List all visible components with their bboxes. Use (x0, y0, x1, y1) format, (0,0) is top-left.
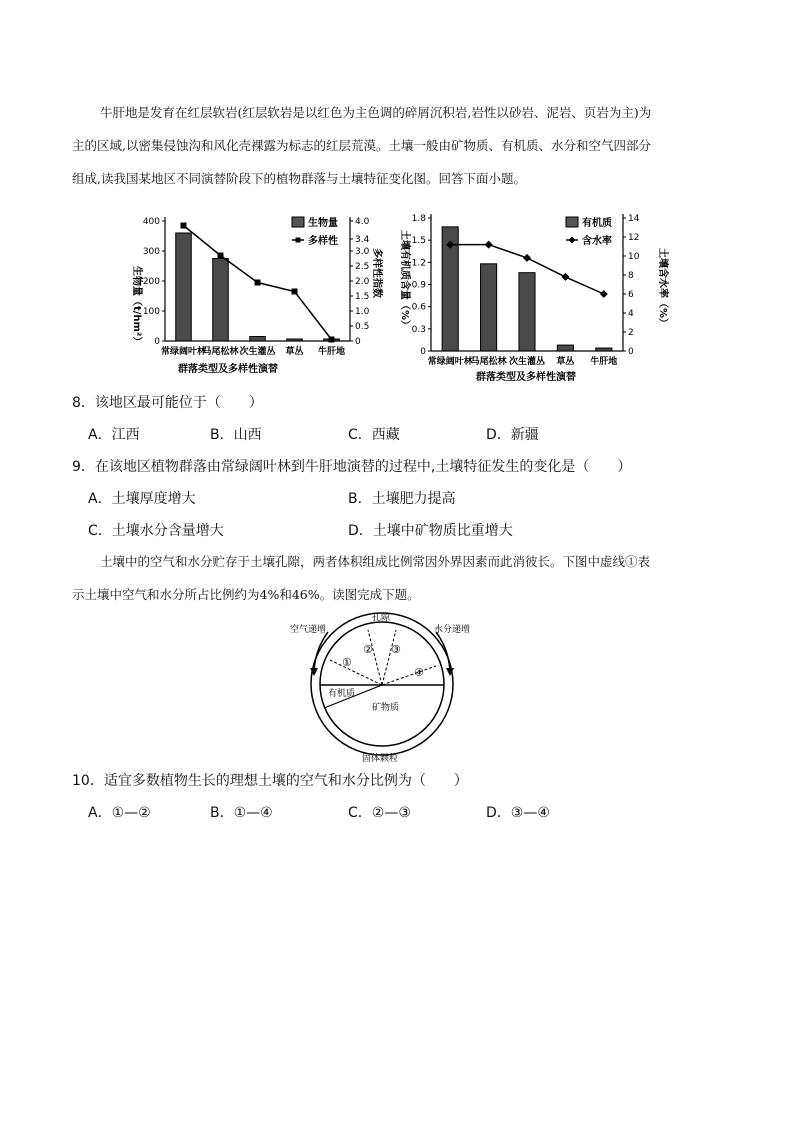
legend-line-label: 多样性 (308, 236, 338, 247)
q10-option-a[interactable]: A．①—② (88, 805, 151, 821)
right-chart-y2label: 土壤含水率（%） (657, 248, 668, 329)
right-tick-label: 4 (628, 309, 634, 319)
category-label: 次生灌丛 (239, 347, 276, 357)
water-arrow (436, 632, 450, 674)
line-point (523, 254, 531, 262)
right-tick-label: 10 (628, 252, 640, 262)
legend-bar-label: 有机质 (582, 218, 612, 229)
air-arrow (314, 632, 328, 674)
q8-option-d[interactable]: D．新疆 (486, 427, 539, 443)
line-point (218, 253, 224, 259)
category-label: 次生灌丛 (508, 357, 546, 367)
right-tick-label: 12 (628, 233, 640, 243)
category-label: 牛肝地 (317, 347, 346, 357)
right-tick-label: 0 (628, 347, 634, 357)
left-tick-label: 0.6 (411, 302, 426, 313)
right-tick-label: 1.0 (355, 307, 370, 317)
marker-4: ④ (414, 666, 424, 679)
chart-right (398, 208, 668, 388)
left-tick-label: 400 (142, 217, 160, 227)
q9-option-a[interactable]: A．土壤厚度增大 (88, 491, 196, 507)
intro-paragraph (72, 96, 722, 195)
left-tick-label: 200 (142, 277, 160, 287)
pores-label: 孔隙 (372, 613, 391, 623)
left-tick-label: 100 (142, 307, 160, 317)
right-tick-label: 2.0 (355, 277, 370, 287)
bar (557, 345, 573, 351)
left-tick-label: 0 (420, 347, 426, 357)
line-point (600, 290, 608, 298)
chart-left (120, 208, 380, 388)
soil-diagram (284, 612, 484, 764)
legend-bar-swatch (292, 217, 304, 227)
left-tick-label: 0.9 (411, 280, 426, 291)
category-label: 马尾松林 (470, 357, 507, 367)
intro2-line-1: 土壤中的空气和水分贮存于土壤孔隙，两者体积组成比例常因外界因素而此消彼长。下图中虚线①表 (100, 554, 651, 569)
q10-option-b[interactable]: B．①—④ (210, 805, 273, 821)
right-tick-label: 14 (628, 214, 640, 224)
mineral-label: 矿物质 (372, 703, 400, 713)
legend-bar-swatch (566, 217, 578, 227)
line-point (181, 223, 187, 229)
q8-option-c[interactable]: C．西藏 (348, 427, 400, 443)
right-tick-label: 0.5 (355, 322, 370, 332)
solid-label: 固体颗粒 (362, 754, 399, 764)
left-tick-label: 300 (142, 247, 160, 257)
left-tick-label: 0.3 (411, 324, 426, 335)
bar (250, 337, 266, 342)
q9-option-b[interactable]: B．土壤肥力提高 (348, 491, 456, 507)
legend-line-marker (569, 237, 576, 244)
bar (519, 273, 535, 351)
right-tick-label: 8 (628, 271, 634, 281)
q9-stem: 9．在该地区植物群落由常绿阔叶林到牛肝地演替的过程中,土壤特征发生的变化是（ ） (72, 459, 632, 475)
left-tick-label: 1.5 (411, 236, 426, 247)
marker-1: ① (342, 656, 352, 669)
legend-line-label: 含水率 (582, 236, 612, 247)
left-chart-y2label: 多样性指数 (371, 248, 382, 298)
left-chart-ylabel: 生物量（t/hm²） (131, 266, 142, 347)
q8-stem: 8．该地区最可能位于（ ） (72, 395, 263, 411)
line-point (485, 241, 493, 249)
q8-option-a[interactable]: A．江西 (88, 427, 140, 443)
right-chart-xlabel: 群落类型及多样性演替 (476, 372, 576, 383)
water-label: 水分递增 (434, 625, 471, 635)
category-label: 草丛 (285, 347, 304, 357)
right-tick-label: 0 (355, 337, 361, 347)
intro2-paragraph (72, 545, 722, 611)
bar (481, 264, 497, 351)
bar (287, 339, 303, 341)
line-point (329, 337, 335, 343)
bar (596, 348, 612, 351)
left-chart-xlabel: 群落类型及多样性演替 (178, 364, 278, 375)
category-label: 常绿阔叶林 (160, 347, 207, 357)
q8-option-b[interactable]: B．山西 (210, 427, 262, 443)
right-tick-label: 6 (628, 290, 634, 300)
right-tick-label: 3.0 (355, 247, 370, 257)
right-chart-ylabel: 土壤有机质含量（%） (399, 230, 410, 331)
marker-3: ③ (391, 643, 401, 656)
intro-line-2: 主的区域,以密集侵蚀沟和风化壳裸露为标志的红层荒漠。土壤一般由矿物质、有机质、水分和空气四部分 (72, 138, 651, 153)
category-label: 草丛 (556, 357, 575, 367)
legend-line-marker (296, 238, 301, 243)
q9-option-d[interactable]: D．土壤中矿物质比重增大 (348, 523, 513, 539)
intro-line-3: 组成,读我国某地区不同演替阶段下的植物群落与土壤特征变化图。回答下面小题。 (72, 171, 526, 186)
line-point (292, 289, 298, 295)
right-tick-label: 2 (628, 328, 634, 338)
legend-bar-label: 生物量 (308, 218, 338, 229)
category-label: 常绿阔叶林 (427, 357, 473, 367)
right-tick-label: 2.5 (355, 262, 370, 272)
line-point (255, 280, 261, 286)
intro2-line-2: 示土壤中空气和水分所占比例约为4%和46%。读图完成下题。 (72, 587, 420, 602)
right-tick-label: 3.4 (355, 235, 370, 245)
right-tick-label: 4.0 (355, 217, 370, 227)
q10-option-d[interactable]: D．③—④ (486, 805, 550, 821)
air-label: 空气递增 (290, 625, 327, 635)
category-label: 牛肝地 (590, 357, 618, 367)
q9-option-c[interactable]: C．土壤水分含量增大 (88, 523, 224, 539)
bar (213, 259, 229, 342)
intro-line-1: 牛肝地是发育在红层软岩(红层软岩是以红色为主色调的碎屑沉积岩,岩性以砂岩、泥岩、页岩为主)为 (100, 105, 652, 120)
line-point (561, 273, 569, 281)
left-tick-label: 1.8 (411, 214, 426, 224)
left-tick-label: 1.2 (411, 258, 426, 269)
organic-label: 有机质 (328, 689, 356, 699)
q10-stem: 10．适宜多数植物生长的理想土壤的空气和水分比例为（ ） (72, 773, 468, 789)
category-label: 马尾松林 (202, 347, 239, 357)
q10-option-c[interactable]: C．②—③ (348, 805, 411, 821)
marker-2: ② (363, 643, 373, 656)
right-tick-label: 1.5 (355, 292, 370, 302)
left-tick-label: 0 (154, 337, 160, 347)
bar (176, 233, 192, 341)
